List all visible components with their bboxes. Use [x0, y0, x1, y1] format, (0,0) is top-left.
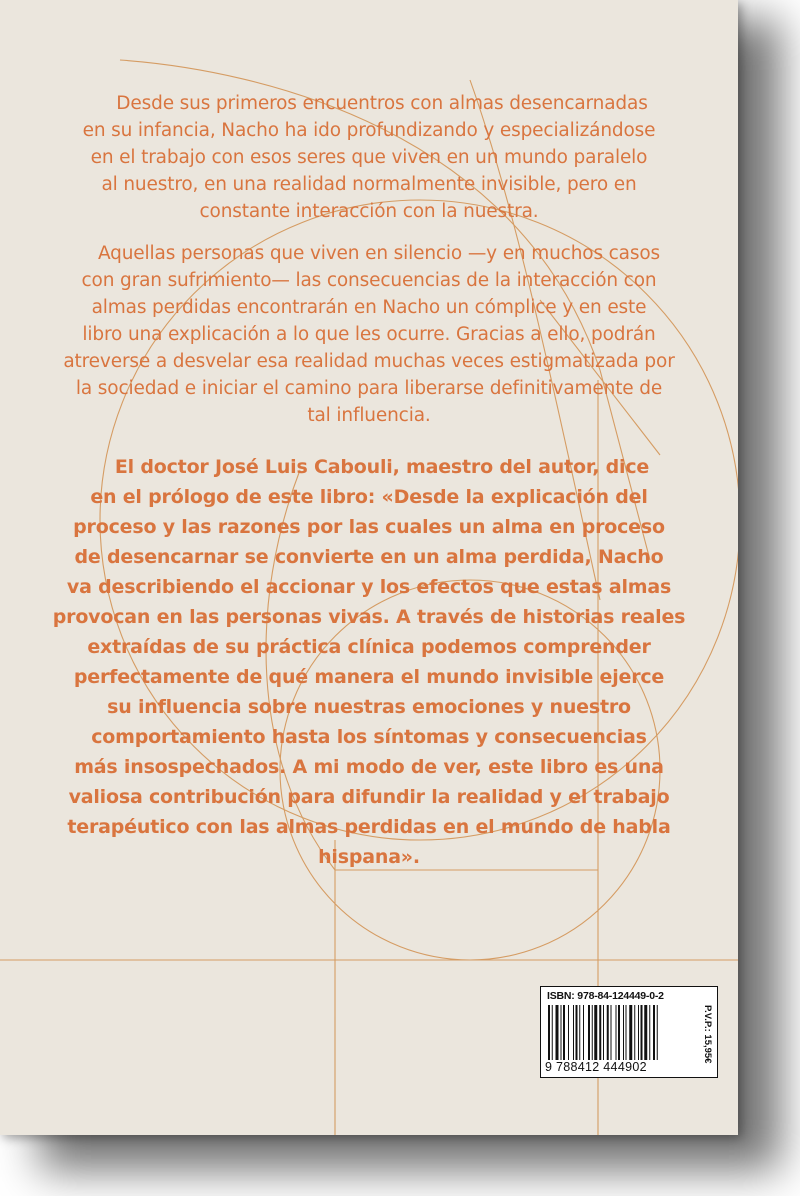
- blurb-line: va describiendo el accionar y los efectos que estas almas: [66, 576, 672, 598]
- barcode-bar: [583, 1005, 584, 1060]
- barcode-bar: [556, 1005, 559, 1060]
- blurb-line: la sociedad e iniciar el camino para liberarse definitivamente de: [75, 378, 663, 399]
- barcode-bar: [616, 1005, 617, 1060]
- blurb-line: terapéutico con las almas perdidas en el mundo de habla: [67, 816, 671, 838]
- blurb-line: con gran sufrimiento— las consecuencias de la interacción con: [81, 270, 657, 291]
- barcode-bar: [592, 1005, 593, 1060]
- barcode-bar: [573, 1005, 574, 1060]
- blurb-line: provocan en las personas vivas. A través de historias reales: [52, 606, 686, 628]
- isbn-barcode-block: [540, 986, 718, 1078]
- barcode-bar: [629, 1005, 632, 1060]
- blurb-line: libro una explicación a lo que les ocurre. Gracias a ello, podrán: [82, 324, 656, 345]
- blurb-line: perfectamente de qué manera el mundo invisible ejerce: [73, 666, 665, 688]
- barcode-bar: [594, 1005, 597, 1060]
- barcode-bar: [588, 1005, 590, 1060]
- blurb-line: El doctor José Luis Cabouli, maestro del autor, dice: [114, 456, 650, 478]
- blurb-paragraph-1: [0, 90, 738, 225]
- barcode-bar: [623, 1005, 624, 1060]
- blurb-line: en el trabajo con esos seres que viven en un mundo paralelo: [90, 147, 648, 168]
- blurb-line: Desde sus primeros encuentros con almas desencarnadas: [116, 93, 648, 114]
- blurb-line: proceso y las razones por las cuales un alma en proceso: [73, 516, 665, 538]
- blurb-line: en el prólogo de este libro: «Desde la explicación del: [90, 486, 648, 508]
- barcode-bar: [618, 1005, 620, 1060]
- blurb-line: constante interacción con la nuestra.: [199, 201, 539, 222]
- blurb-line: Aquellas personas que viven en silencio —y en muchos casos: [97, 243, 661, 264]
- barcode-bar: [653, 1005, 655, 1060]
- blurb-line: su influencia sobre nuestras emociones y nuestro: [107, 696, 631, 718]
- blurb-line: atreverse a desvelar esa realidad muchas veces estigmatizada por: [63, 351, 675, 372]
- barcode-bar: [548, 1005, 550, 1060]
- blurb-paragraph-2: [0, 240, 738, 429]
- barcode-bar: [611, 1005, 612, 1060]
- blurb-line: hispana».: [318, 846, 420, 868]
- barcode-bars: [546, 1005, 696, 1060]
- barcode-bar: [634, 1005, 635, 1060]
- barcode-digits: 9 788412 444902: [545, 1060, 647, 1074]
- blurb-line: comportamiento hasta los síntomas y consecuencias: [91, 726, 647, 748]
- barcode-bar: [644, 1005, 647, 1060]
- blurb-line: valiosa contribución para difundir la realidad y el trabajo: [68, 786, 670, 808]
- blurb-line: tal influencia.: [307, 405, 431, 426]
- barcode-bar: [626, 1005, 627, 1060]
- blurb-line: al nuestro, en una realidad normalmente invisible, pero en: [101, 174, 637, 195]
- blurb-line: de desencarnar se convierte en un alma perdida, Nacho: [74, 546, 664, 568]
- barcode-bar: [576, 1005, 578, 1060]
- blurb-line: en su infancia, Nacho ha ido profundizando y especializándose: [82, 120, 656, 141]
- barcode-bar: [607, 1005, 609, 1060]
- barcode-bar: [561, 1005, 562, 1060]
- barcode-bar: [657, 1005, 658, 1060]
- barcode-bar: [638, 1005, 639, 1060]
- blurb-line: almas perdidas encontrarán en Nacho un cómplice y en este: [91, 297, 647, 318]
- blurb-line: extraídas de su práctica clínica podemos comprender: [87, 636, 651, 658]
- blurb-line: más insospechados. A mi modo de ver, este libro es una: [74, 756, 664, 778]
- isbn-label: ISBN: 978-84-124449-0-2: [547, 990, 664, 1002]
- barcode-bar: [563, 1005, 565, 1060]
- blurb-paragraph-3-quote: [0, 452, 738, 872]
- barcode-bar: [568, 1005, 569, 1060]
- barcode-bar: [641, 1005, 643, 1060]
- price-label: P.V.P.: 15,95€: [702, 1005, 713, 1064]
- barcode-bar: [579, 1005, 580, 1060]
- barcode-bar: [552, 1005, 553, 1060]
- barcode-bar: [599, 1005, 601, 1060]
- barcode-bar: [649, 1005, 650, 1060]
- barcode-bar: [603, 1005, 604, 1060]
